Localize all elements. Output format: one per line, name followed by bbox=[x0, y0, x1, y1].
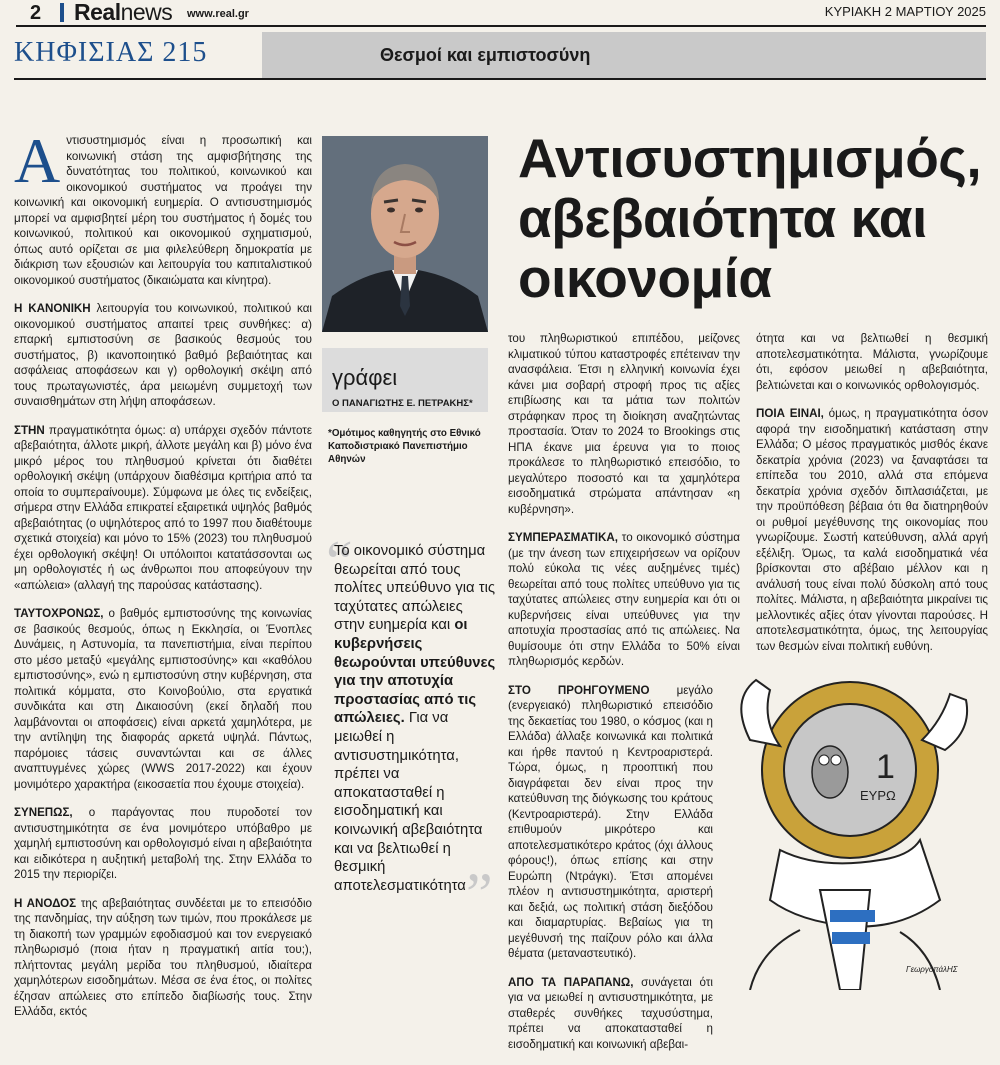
paragraph-lead: ΠΟΙΑ ΕΙΝΑΙ, bbox=[756, 407, 824, 420]
author-note: *Ομότιμος καθηγητής στο Εθνικό Καποδιστριακό Πανεπιστήμιο Αθηνών bbox=[328, 428, 481, 465]
pull-quote bbox=[334, 542, 496, 895]
quote-close-icon: ” bbox=[466, 861, 493, 927]
byline-label: γράφει bbox=[332, 365, 398, 390]
paragraph-text: πραγματικότητα όμως: α) υπάρχει σχεδόν πάντοτε αβεβαιότητα, άλλοτε μικρή, άλλοτε μεγάλη και β) μόνο ένα μικρό μέρος του πληθυσμού κρίνεται ότι διαθέτει ορθολογική σκέψη (υπάρχουν διαθέσιμα κριτήρια από τα οποία το συμπεραίνουμε). Σύμφωνα με όλες τις ενδείξεις, σήμερα στην Ελλάδα επικρατεί εξαιρετικά υψηλός βαθμός αβεβαιότητας (ο υψηλότερος από το 1997 που διαθέτουμε σχετικά στοιχεία) και μόνο το 15% (2023) του πληθυσμού έχει ορθολογική σκέψη! Οι υπόλοιποι κατατάσσονται ως μη ορθολογιστές ή ως άνθρωποι που αποφεύγουν την «απώλεια» (αλλαγή της παρούσας κατάστασης). bbox=[14, 423, 312, 592]
section-band bbox=[262, 32, 986, 78]
paragraph-text: ντισυστημισμός είναι η προσωπική και κοινωνική στάση της αμφισβήτησης της δυνατότητας του πολιτικού, κοινωνικού και οικονομικού συστήματος να προάγει την κοινωνική και οικονομική ευημερία. Ο αντισυστημισμός μπορεί να αμφισβητεί μέρη του συστήματος ή δομές του κοινωνικού, πολιτικού και οικονομικού σχηματισμού, όπως αυτό ορίζεται σε μια φιλελεύθερη δημοκρατία με διάκριση των εξουσιών και λειτουργία του καπιταλιστικού οικονομικού συστήματος (δικαιώματα και κίνητρα). bbox=[14, 134, 312, 287]
paragraph-text: ο βαθμός εμπιστοσύνης της κοινωνίας σε βασικούς θεσμούς, όπως η Εκκλησία, οι Ένοπλες Δυνάμεις, η Αστυνομία, τα πανεπιστήμια, είναι περίπου στο μέσο μεταξύ «μεγάλης εμπιστοσύνης» και «καθόλου εμπιστοσύνης», ενώ η εμπιστοσύνη στην κυβέρνηση, στα πολιτικά κόμματα, στο Κοινοβούλιο, στα εργατικά συνδικάτα και στη Δικαιοσύνη (εκεί δηλαδή που λαμβάνονται οι αποφάσεις) είναι αρκετά χαμηλότερα, με την αντίληψη της διαφοράς αρκετά υψηλά. Πάντως, παρόμοιες τάσεις συναντώνται και σε άλλες αναπτυγμένες χώρες (WWS 2017-2022) και έχουν μονιμότερο χαρακτήρα (εικοσαετία που έχουμε στοιχεία). bbox=[14, 607, 312, 791]
paragraph bbox=[14, 606, 312, 792]
article-column-4 bbox=[756, 331, 988, 667]
section-name: ΚΗΦΙΣΙΑΣ 215 bbox=[14, 37, 208, 68]
atlas-coin-drawing bbox=[710, 660, 990, 990]
paragraph-text: ο παράγοντας που πυροδοτεί τον αντισυστημικότητα σε ένα μονιμότερο υπόβαθρο με χαμηλή εμπιστοσύνη και ορθολογισμό είναι η αβεβαιότητα και ειδικότερα η αυξητική μεταβολή της. Στην Ελλάδα το 2015 την περιορίζει. bbox=[14, 806, 312, 881]
page-number: 2 bbox=[30, 2, 42, 24]
paragraph bbox=[14, 805, 312, 883]
paragraph bbox=[756, 406, 988, 654]
pull-quote-text: Για να μειωθεί η αντισυστημικότητα, πρέπει να αποκατασταθεί η εισοδηματική και κοινωνική αβεβαιότητα και να βελτιωθεί η θεσμική αποτελεσματικότητα bbox=[334, 710, 483, 894]
paragraph-intro bbox=[14, 125, 312, 288]
paragraph-lead: ΣΥΝΕΠΩΣ, bbox=[14, 806, 73, 819]
paragraph-lead: Η ΚΑΝΟΝΙΚΗ bbox=[14, 302, 91, 315]
paragraph-text: μεγάλο (ενεργειακό) πληθωριστικό επεισόδιο της δεκαετίας του 1980, ο κόσμος (και η Ελλάδα) άλλαξε κοινωνικά και πολιτικά και ήρθε παντού η Κεντροαριστερά. Τώρα, όμως, η προοπτική που διαγράφεται δεν είναι προς την κατεύθυνση της διόγκωσης του κράτους (Κεντροαριστερά). Στην Ελλάδα επιθυμούν μικρότερο και αποτελεσματικότερο κράτος (όχι άλλους φόρους!), όπως επίσης και στην Ευρώπη (Ντράγκι). Έτσι απομένει πλέον η αντισυστημικότητα, αριστερή και δεξιά, ως πολιτική στάση διεξόδου και διαμαρτυρίας. Βεβαίως για τη μεγέθυνσή της παίζουν ρόλο και άλλα θέματα (μεταναστευτικό). bbox=[508, 683, 714, 960]
paragraph-lead: ΤΑΥΤΟΧΡΟΝΩΣ, bbox=[14, 607, 104, 620]
paragraph-text: συνάγεται ότι για να μειωθεί η αντισυστημικότητα, με σταθερές συνθήκες ταχυσύστημα, πρέπει να αποκατασταθεί η εισοδηματική και κοινωνική αβεβαι- bbox=[508, 975, 713, 1051]
cartoonist-signature: ΓεωργοπάλΗΣ bbox=[906, 965, 958, 974]
dropcap: Α bbox=[14, 125, 61, 196]
headline: Αντισυστημισμός, αβεβαιότητα και οικονομία bbox=[518, 127, 982, 309]
paragraph bbox=[756, 331, 988, 393]
paragraph-lead: ΣΤΗΝ bbox=[14, 423, 45, 437]
paragraph-text: του πληθωριστικού επιπέδου, μείζονες κλιματικού τύπου καταστροφές επέτειναν την ανασφάλεια. Έτσι η ελληνική κοινωνία έχει κάνει μια σοβαρή στροφή προς τις αξίες επιβίωσης και τα μάτια των πολιτών στράφηκαν προς τη διοίκηση αναζητώντας προστασία. Όταν το 2024 το Brookings στις ΗΠΑ έκανε μια έρευνα για το ποιος προκάλεσε το πληθωριστικό επεισόδιο, το μεγαλύτερο ποσοστό και τα χαμηλότερα εισοδηματικά στρώματα απάντησαν «η κυβέρνηση». bbox=[508, 332, 740, 516]
paragraph-text: της αβεβαιότητας συνδέεται με το επεισόδιο της πανδημίας, την αύξηση των τιμών, που προκάλεσε με τη διακοπή των γραμμών εφοδιασμού και τον ενεργειακό πληθωρισμό (ποια ήταν η πραγματική αιτία του;), πλήττοντας μεγάλη μερίδα του πληθυσμού, ιδιαίτερα χαμηλότερων εισοδημάτων. Μέσα σε ένα έτος, οι πολίτες έζησαν απώλειες στο επίπεδο διαβίωσής τους. Στην Ελλάδα, εκτός bbox=[14, 896, 312, 1018]
article-column-3 bbox=[508, 331, 740, 1065]
paragraph bbox=[14, 423, 312, 594]
paragraph-text: όμως, η πραγματικότητα όσον αφορά την εισοδηματική κατάσταση στην Ελλάδα; Ο μέσος πραγματικός μισθός έκανε δεκατρία χρόνια (2023) να ξαναφτάσει τα επίπεδα του 2010, αλλά στα επόμενα δεκατρία χρόνια σχεδόν διπλασιάζεται, με την προϋπόθεση βέβαια ότι θα διατηρηθούν οι ρυθμοί μεγέθυνσης της οικονομίας που γνωρίζουμε. Σωστή κατεύθυνση, αλλά αργή εξέλιξη. Όμως, τα καλά εισοδηματικά νέα βρίσκονται στο αβέβαιο μέλλον και η ανάλυσή τους είναι πολύ δύσκολη από τους πολίτες. Μάλιστα, η αβεβαιότητα μικραίνει τις μελλοντικές αξίες όταν γίνονται παρούσες. Η αποτελεσματικότητα, όμως, της λειτουργίας των θεσμών είναι πολιτική ευθύνη. bbox=[756, 407, 988, 653]
paragraph bbox=[508, 975, 713, 1053]
pull-quote-text: Το οικονομικό σύστημα θεωρείται από τους πολίτες υπεύθυνο για τις ταχύτατες απώλειες στην ευημερία και bbox=[334, 543, 495, 634]
paragraph-lead: ΣΤΟ ΠΡΟΗΓΟΥΜΕΝΟ bbox=[508, 683, 650, 697]
author-portrait bbox=[322, 136, 488, 332]
paragraph-lead: Η ΑΝΟΔΟΣ bbox=[14, 896, 77, 910]
brand-real: Real bbox=[74, 0, 121, 25]
coin-number: 1 bbox=[876, 748, 895, 786]
paragraph-text: ότητα και να βελτιωθεί η θεσμική αποτελεσματικότητα. Μάλιστα, γνωρίζουμε ότι, εφόσον μειωθεί η αβεβαιότητα, βελτιώνεται και ο κοινωνικός ορθολογισμός. bbox=[756, 332, 988, 392]
paragraph-lead: ΣΥΜΠΕΡΑΣΜΑΤΙΚΑ, bbox=[508, 531, 618, 544]
masthead-rule bbox=[16, 25, 986, 27]
owl-icon bbox=[812, 746, 848, 798]
article-column-1 bbox=[14, 125, 312, 1033]
paragraph bbox=[14, 896, 312, 1020]
quote-open-icon: “ bbox=[326, 529, 353, 595]
website-url: www.real.gr bbox=[187, 8, 249, 20]
paragraph bbox=[508, 683, 713, 962]
paragraph bbox=[508, 331, 740, 517]
paragraph-lead: ΑΠΟ ΤΑ ΠΑΡΑΠΑΝΩ, bbox=[508, 975, 634, 989]
paragraph-text: το οικονομικό σύστημα (με την άνεση των επιχειρήσεων να ορίζουν πολύ εύκολα τις νέες αυξημένες τιμές) θεωρείται από τους πολίτες υπεύθυνο για τις ταχύτατες απώλειες στην ευημερία και ότι οι κυβερνήσεις είναι υπεύθυνες για την αποτυχία προστασίας από τις απώλειες. Να θυμίσουμε ότι στην Ελλάδα το 50% είναι πληθωρισμός κερδών. bbox=[508, 531, 740, 668]
coin-text: ΕΥΡΩ bbox=[860, 788, 896, 803]
brand-news: news bbox=[120, 0, 173, 25]
cartoon-illustration bbox=[710, 660, 990, 990]
portrait-illustration bbox=[322, 136, 488, 332]
page-separator bbox=[60, 3, 64, 22]
paragraph bbox=[508, 530, 740, 670]
author-name: Ο ΠΑΝΑΓΙΩΤΗΣ Ε. ΠΕΤΡΑΚΗΣ* bbox=[332, 398, 473, 409]
brand-logo bbox=[74, 0, 172, 26]
pull-quote-bold: οι κυβερνήσεις θεωρούνται υπεύθυνες για την αποτυχία προστασίας από τις απώλειες. bbox=[334, 617, 496, 727]
paragraph bbox=[14, 301, 312, 410]
issue-date: ΚΥΡΙΑΚΗ 2 ΜΑΡΤΙΟΥ 2025 bbox=[824, 4, 986, 19]
section-rule bbox=[14, 78, 986, 80]
section-topic: Θεσμοί και εμπιστοσύνη bbox=[380, 45, 591, 65]
paragraph-text: λειτουργία του κοινωνικού, πολιτικού και οικονομικού συστήματος απαιτεί τρεις συνθήκες: α) επαρκή εμπιστοσύνη σε βασικούς θεσμούς του συστήματος, β) ικανοποιητικό βαθμό βεβαιότητας και ασφάλειας αποφάσεων και γ) ορθολογική σκέψη από τους πρωταγωνιστές, άρα μειωμένη συμμετοχή των συναισθημάτων στη λήψη αποφάσεων. bbox=[14, 302, 312, 408]
